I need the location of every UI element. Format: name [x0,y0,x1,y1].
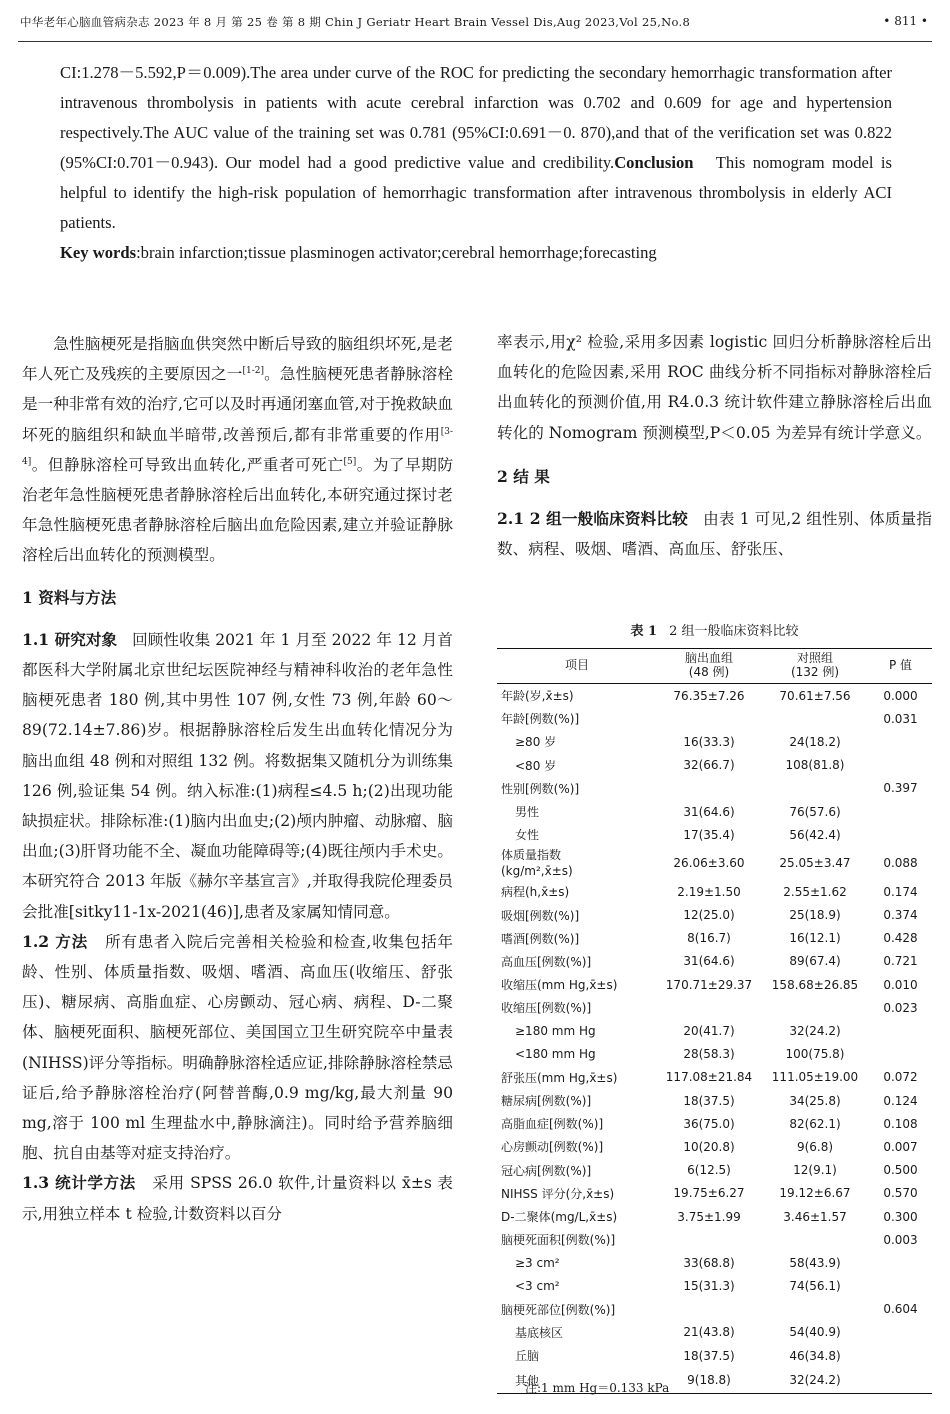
table-header: 项目 [497,649,657,684]
control-group-value: 56(42.4) [789,827,841,842]
control-group-value: 16(12.1) [789,931,841,946]
hemorrhage-group-value: 16(33.3) [683,734,735,749]
table-row [497,1298,932,1321]
table-row [497,1089,932,1112]
table-row [497,684,932,708]
table-row [497,1344,932,1367]
section-1-3 [22,1168,453,1228]
table-row [497,1135,932,1158]
p-value: 0.604 [883,1302,918,1317]
table-row [497,880,932,903]
row-item: 高血压[例数(%)] [501,954,592,969]
row-item: 舒张压(mm Hg,x̄±s) [501,1070,618,1085]
section-2-title: 2 结 果 [497,466,550,486]
p-value [869,1043,932,1066]
keywords-text: :brain infarction;tissue plasminogen activator;cerebral hemorrhage;forecasting [136,243,657,262]
table-row [497,707,932,730]
table-row [497,1275,932,1298]
table-caption-label: 表 1 [630,624,658,639]
hemorrhage-group-value: 2.19±1.50 [677,884,741,899]
hemorrhage-group-value: 12(25.0) [683,908,735,923]
hemorrhage-group-value: 21(43.8) [683,1325,735,1340]
control-group-value: 32(24.2) [761,1367,869,1394]
p-value: 0.000 [883,688,918,703]
row-item: 女性 [515,828,540,843]
citation-ref: [3-4] [22,426,453,467]
subsection-label: 1.2 方法 [22,931,88,951]
hemorrhage-group-value: 18(37.5) [683,1093,735,1108]
p-value [869,800,932,823]
table-row [497,1251,932,1274]
table-body [497,684,932,1394]
table-header-row [497,649,932,684]
table-row [497,1043,932,1066]
table-row [497,754,932,777]
conclusion-text: This nomogram model is helpful to identify the high-risk population of hemorrhagic transformation after intravenous thrombolysis in elderly ACI patients. [60,153,892,232]
subsection-text: 所有患者入院后完善相关检验和检查,收集包括年龄、性别、体质量指数、吸烟、嗜酒、高血压(收缩压、舒张压)、糖尿病、高脂血症、心房颤动、冠心病、病程、D-二聚体、脑梗死面积、脑梗死部位、美国国立卫生研究院卒中量表(NIHSS)评分等指标。明确静脉溶栓适应证,排除静脉溶栓禁忌证后,给予静脉溶栓治疗(阿替普酶,0.9 mg/kg,最大剂量 90 mg,溶于 100 ml 生理盐水中,静脉滴注)。同时给予营养脑细胞、抗自由基等对症支持治疗。 [22,932,453,1163]
table-row [497,1182,932,1205]
section-2-1 [497,504,932,564]
control-group-value: 3.46±1.57 [783,1209,847,1224]
hemorrhage-group-value: 170.71±29.37 [665,977,753,992]
p-value: 0.124 [883,1093,918,1108]
table-row [497,973,932,996]
hemorrhage-group-value: 36(75.0) [683,1116,735,1131]
left-column [22,329,453,1229]
p-value [869,1367,932,1394]
hemorrhage-group-value: 15(31.3) [683,1279,735,1294]
control-group-value: 111.05±19.00 [771,1070,859,1085]
row-item: NIHSS 评分(分,x̄±s) [501,1186,615,1201]
hemorrhage-group-value: 17(35.4) [683,827,735,842]
table-row [497,1228,932,1251]
hemorrhage-group-value: 10(20.8) [683,1139,735,1154]
p-value: 0.108 [883,1116,918,1131]
p-value [869,1275,932,1298]
table-row [497,950,932,973]
subsection-text: 由表 1 可见,2 组性别、体质量指数、病程、吸烟、嗜酒、高血压、舒张压、 [497,510,933,559]
control-group-value: 25.05±3.47 [779,856,851,871]
control-group-value [761,996,869,1019]
p-value: 0.374 [883,908,918,923]
row-item: 心房颤动[例数(%)] [501,1140,604,1155]
hemorrhage-group-value: 19.75±6.27 [673,1186,745,1201]
control-group-value [761,1298,869,1321]
hemorrhage-group-value [657,707,761,730]
header-rule [18,41,932,42]
table-caption-text: 2 组一般临床资料比较 [669,624,799,639]
table-caption [497,620,932,639]
table-row [497,1066,932,1089]
table-row [497,846,932,880]
control-group-value: 24(18.2) [789,734,841,749]
row-item: <80 岁 [515,758,557,773]
english-abstract [60,58,892,268]
hemorrhage-group-value: 26.06±3.60 [673,856,745,871]
hemorrhage-group-value [657,996,761,1019]
table-header: 对照组 (132 例) [761,649,869,684]
p-value: 0.031 [883,711,918,726]
hemorrhage-group-value: 33(68.8) [683,1255,735,1270]
subsection-label: 1.1 研究对象 [22,629,118,649]
control-group-value: 108(81.8) [785,758,845,773]
p-value: 0.072 [883,1070,918,1085]
control-group-value: 89(67.4) [789,954,841,969]
row-item: 男性 [515,805,540,820]
table-row [497,800,932,823]
row-item: <3 cm² [515,1279,560,1294]
row-item: 嗜酒[例数(%)] [501,931,580,946]
p-value: 0.500 [883,1163,918,1178]
hemorrhage-group-value: 6(12.5) [687,1163,731,1178]
row-item: 病程(h,x̄±s) [501,885,570,900]
p-value: 0.088 [883,856,918,871]
intro-text-d: 。为了早期防治老年急性脑梗死患者静脉溶栓后出血转化,本研究通过探讨老年急性脑梗死患者静脉溶栓后脑出血危险因素,建立并验证静脉溶栓后出血转化的预测模型。 [22,455,453,565]
hemorrhage-group-value: 76.35±7.26 [673,688,745,703]
section-1-2 [22,927,453,1169]
control-group-value: 12(9.1) [793,1163,837,1178]
p-value: 0.174 [883,884,918,899]
row-item: 冠心病[例数(%)] [501,1163,592,1178]
control-group-value [761,707,869,730]
intro-text-c: 。但静脉溶栓可导致出血转化,严重者可死亡 [31,455,344,474]
hemorrhage-group-value: 9(18.8) [657,1367,761,1394]
control-group-value [761,777,869,800]
table-row [497,1321,932,1344]
p-value: 0.003 [883,1232,918,1247]
p-value [869,1019,932,1042]
keywords-line [60,238,892,268]
hemorrhage-group-value: 18(37.5) [683,1348,735,1363]
hemorrhage-group-value [657,1298,761,1321]
conclusion-label: Conclusion [614,153,694,172]
subsection-label: 1.3 统计学方法 [22,1173,136,1193]
row-item: 脑梗死面积[例数(%)] [501,1233,616,1248]
hemorrhage-group-value: 28(58.3) [683,1047,735,1062]
table-row [497,1112,932,1135]
table-row [497,730,932,753]
subsection-text: 回顾性收集 2021 年 1 月至 2022 年 12 月首都医科大学附属北京世纪坛医院神经与精神科收治的老年急性脑梗死患者 180 例,其中男性 107 例,女性 73 例,年龄 60～89(72.14±7.86)岁。根据静脉溶栓后发生出血转化情况分为脑出血组 48 例和对照组 132 例。将数据集又随机分为训练集 126 例,验证集 54 例。纳入标准:(1)病程≤4.5 h;(2)出现功能缺损症状。排除标准:(1)脑内出血史;(2)颅内肿瘤、动脉瘤、脑出血;(3)肝肾功能不全、凝血功能障碍等;(4)既往颅内手术史。本研究符合 2013 年版《赫尔辛基宣言》,并取得我院伦理委员会批准[sitky11-1x-2021(46)],患者及家属知情同意。 [22,630,454,921]
table-row [497,777,932,800]
abstract-results-text: CI:1.278－5.592,P＝0.009).The area under curve of the ROC for predicting the secondary hemorrhagic transformation after intravenous thrombolysis in patients with acute cerebral infarction was 0.702 and 0.609 for age and hypertension respectively.The AUC value of the training set was 0.781 (95%CI:0.691－0. 870),and that of the verification set was 0.822 (95%CI:0.701－0.943). Our model had a good predictive value and credibility. [60,63,892,172]
control-group-value: 76(57.6) [789,804,841,819]
row-item: 高脂血症[例数(%)] [501,1117,604,1132]
p-value: 0.721 [883,954,918,969]
p-value [869,1321,932,1344]
right-column [497,327,932,564]
hemorrhage-group-value: 32(66.7) [683,758,735,773]
row-item: 脑梗死部位[例数(%)] [501,1302,616,1317]
row-item: 糖尿病[例数(%)] [501,1094,592,1109]
p-value [869,823,932,846]
row-item: 其他 [497,1367,657,1394]
row-item: 性别[例数(%)] [501,781,580,796]
row-item: 基底核区 [515,1325,564,1340]
control-group-value: 100(75.8) [785,1047,845,1062]
row-item: 收缩压[例数(%)] [501,1001,592,1016]
p-value: 0.428 [883,931,918,946]
p-value: 0.007 [883,1139,918,1154]
control-group-value [761,1228,869,1251]
table-row [497,1205,932,1228]
row-item: 年龄[例数(%)] [501,712,580,727]
keywords-label: Key words [60,243,137,262]
page-number: • 811 • [883,14,928,28]
row-item: ≥80 岁 [515,735,557,750]
row-item: ≥180 mm Hg [515,1024,596,1039]
control-group-value: 2.55±1.62 [783,884,847,899]
section-1-1 [22,625,453,927]
row-item: <180 mm Hg [515,1047,596,1062]
control-group-value: 74(56.1) [789,1279,841,1294]
hemorrhage-group-value: 20(41.7) [683,1024,735,1039]
table-note: 注:1 mm Hg＝0.133 kPa [525,1381,670,1395]
control-group-value: 25(18.9) [789,908,841,923]
hemorrhage-group-value: 8(16.7) [687,931,731,946]
row-item: 收缩压(mm Hg,x̄±s) [501,978,618,993]
row-item: 丘脑 [515,1349,540,1364]
table-row [497,927,932,950]
control-group-value: 34(25.8) [789,1093,841,1108]
p-value: 0.397 [883,781,918,796]
control-group-value: 70.61±7.56 [779,688,851,703]
table-row [497,904,932,927]
control-group-value: 46(34.8) [789,1348,841,1363]
hemorrhage-group-value: 31(64.6) [683,804,735,819]
table-header: P 值 [869,649,932,684]
control-group-value: 9(6.8) [796,1139,834,1154]
running-header: 中华老年心脑血管病杂志 2023 年 8 月 第 25 卷 第 8 期 Chin J Geriatr Heart Brain Vessel Dis,Aug 2023,Vol 25,No.8 [20,15,691,29]
hemorrhage-group-value [657,1228,761,1251]
table-row [497,996,932,1019]
subsection-label: 2.1 2 组一般临床资料比较 [497,509,688,529]
control-group-value: 82(62.1) [789,1116,841,1131]
table-header: 脑出血组 (48 例) [657,649,761,684]
row-item: 吸烟[例数(%)] [501,908,580,923]
p-value: 0.010 [883,977,918,992]
hemorrhage-group-value: 3.75±1.99 [677,1209,741,1224]
row-item: 体质量指数 (kg/m²,x̄±s) [501,848,573,879]
intro-paragraph [22,329,453,571]
table-row [497,823,932,846]
row-item: D-二聚体(mg/L,x̄±s) [501,1210,618,1225]
p-value: 0.023 [883,1000,918,1015]
control-group-value: 32(24.2) [789,1024,841,1039]
p-value [869,730,932,753]
p-value [869,1344,932,1367]
control-group-value: 54(40.9) [789,1325,841,1340]
intro-text-a: 急性脑梗死是指脑血供突然中断后导致的脑组织坏死,是老年人死亡及残疾的主要原因之一 [22,335,453,384]
citation-ref: [5] [343,456,357,467]
methods-continuation: 率表示,用χ² 检验,采用多因素 logistic 回归分析静脉溶栓后出血转化的危险因素,采用 ROC 曲线分析不同指标对静脉溶栓后出血转化的预测价值,用 R4.0.3 统计软件建立静脉溶栓后出血转化的 Nomogram 预测模型,P＜0.05 为差异有统计学意义。 [497,333,932,442]
abstract-paragraph [60,58,892,238]
hemorrhage-group-value [657,777,761,800]
row-item: 年龄(岁,x̄±s) [501,689,574,704]
row-item: ≥3 cm² [515,1255,560,1270]
section-1-title: 1 资料与方法 [22,587,117,607]
p-value [869,1251,932,1274]
control-group-value: 158.68±26.85 [771,977,859,992]
p-value: 0.300 [883,1209,918,1224]
control-group-value: 19.12±6.67 [779,1186,851,1201]
hemorrhage-group-value: 31(64.6) [683,954,735,969]
subsection-text: 采用 SPSS 26.0 软件,计量资料以 x̄±s 表示,用独立样本 t 检验,计数资料以百分 [22,1174,454,1223]
table-row [497,1019,932,1042]
p-value: 0.570 [883,1186,918,1201]
table-row [497,1159,932,1182]
intro-text-b: 。急性脑梗死患者静脉溶栓是一种非常有效的治疗,它可以及时再通闭塞血管,对于挽救缺血坏死的脑组织和缺血半暗带,改善预后,都有非常重要的作用 [22,365,453,444]
clinical-data-table [497,648,932,1394]
citation-ref: [1-2] [242,366,264,377]
hemorrhage-group-value: 117.08±21.84 [665,1070,753,1085]
control-group-value: 58(43.9) [789,1255,841,1270]
p-value [869,754,932,777]
